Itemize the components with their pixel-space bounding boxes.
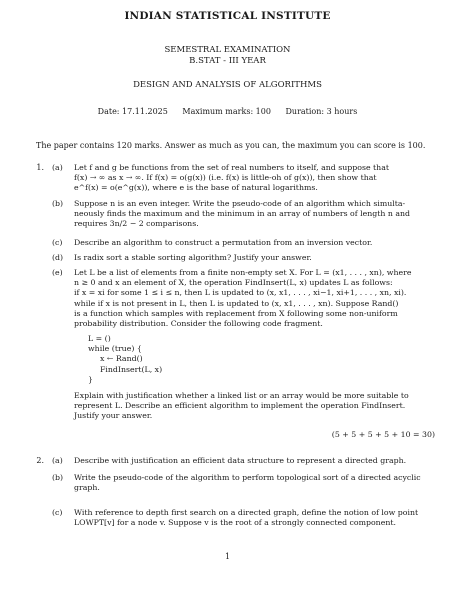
part-text [74, 473, 439, 493]
page-number: 1 [224, 552, 231, 561]
code-fragment [88, 334, 162, 385]
max-marks: Maximum marks: 100 [182, 107, 271, 116]
text-line: Let L be a list of elements from a finite non-empty set X. For L = (x1, . . . , xn), where [74, 268, 412, 277]
part-text [74, 456, 439, 466]
text-line: neously finds the maximum and the minimum in an array of numbers of length n and [74, 209, 411, 219]
institute-title: INDIAN STATISTICAL INSTITUTE [124, 10, 331, 22]
text-line: Justify your answer. [74, 411, 153, 421]
part-label: (e) [52, 268, 63, 277]
text-line: e^f(x) = o(e^g(x)), where e is the base of natural logarithms. [74, 183, 318, 193]
text-line: Let f and g be functions from the set of real numbers to itself, and suppose that [74, 163, 389, 172]
text-line: is a function which samples with replacement from X following some non-uniform [74, 308, 398, 318]
part-label: (a) [52, 456, 63, 465]
code-line: L = () [88, 334, 111, 343]
code-line: FindInsert(L, x) [100, 364, 163, 374]
text-line: Write the pseudo-code of the algorithm to perform topological sort of a directed acyclic [74, 473, 421, 482]
question-number: 2. [36, 456, 44, 465]
course-title: DESIGN AND ANALYSIS OF ALGORITHMS [133, 80, 322, 90]
code-line: } [88, 374, 93, 384]
part-text [74, 508, 439, 528]
marks-distribution: (5 + 5 + 5 + 5 + 10 = 30) [331, 430, 435, 439]
text-line: probability distribution. Consider the following code fragment. [74, 319, 323, 329]
code-line: x ← Rand() [100, 354, 143, 364]
text-line: requires 3n/2 − 2 comparisons. [74, 219, 199, 229]
instructions: The paper contains 120 marks. Answer as much as you can, the maximum you can score is 100. [36, 141, 426, 150]
text-line: With reference to depth first search on a directed graph, define the notion of low point [74, 508, 419, 517]
text-line: while if x is not present in L, then L is updated to (x, x1, . . . , xn). Suppose Rand() [74, 298, 399, 308]
text-line: Describe an algorithm to construct a permutation from an inversion vector. [74, 238, 373, 247]
part-text [74, 238, 439, 248]
part-label: (b) [52, 473, 64, 482]
part-label: (b) [52, 199, 64, 208]
part-text [74, 253, 439, 263]
part-text [74, 268, 439, 329]
text-line: Suppose n is an even integer. Write the pseudo-code of an algorithm which simulta- [74, 199, 406, 208]
program-name: B.STAT - III YEAR [189, 56, 266, 66]
text-line: Is radix sort a stable sorting algorithm? Justify your answer. [74, 253, 312, 262]
exam-name: SEMESTRAL EXAMINATION [164, 45, 291, 55]
text-line: Explain with justification whether a linked list or an array would be more suitable to [74, 391, 409, 400]
exam-meta [0, 107, 455, 116]
text-line: f(x) → ∞ as x → ∞. If f(x) = o(g(x)) (i.e. f(x) is little-oh of g(x)), then show that [74, 173, 377, 183]
question-part-continued [74, 391, 439, 422]
code-line: while (true) { [88, 344, 142, 354]
text-line: represent L. Describe an efficient algorithm to implement the operation FindInsert. [74, 401, 406, 411]
duration: Duration: 3 hours [285, 107, 358, 116]
text-line: graph. [74, 483, 100, 493]
part-label: (a) [52, 163, 63, 172]
part-label: (c) [52, 238, 63, 247]
text-line: LOWPT[v] for a node v. Suppose v is the root of a strongly connected component. [74, 518, 396, 528]
text-line: Describe with justification an efficient data structure to represent a directed graph. [74, 456, 407, 465]
text-line: if x = xi for some 1 ≤ i ≤ n, then L is updated to (x, x1, . . . , xi−1, xi+1, . . . , xn, xi). [74, 288, 407, 298]
question-number: 1. [36, 163, 44, 172]
text-line: n ≥ 0 and x an element of X, the operation FindInsert(L, x) updates L as follows: [74, 278, 393, 288]
exam-date: Date: 17.11.2025 [97, 107, 168, 116]
part-label: (d) [52, 253, 64, 262]
part-text [74, 163, 439, 194]
part-text [74, 199, 439, 230]
part-label: (c) [52, 508, 63, 517]
